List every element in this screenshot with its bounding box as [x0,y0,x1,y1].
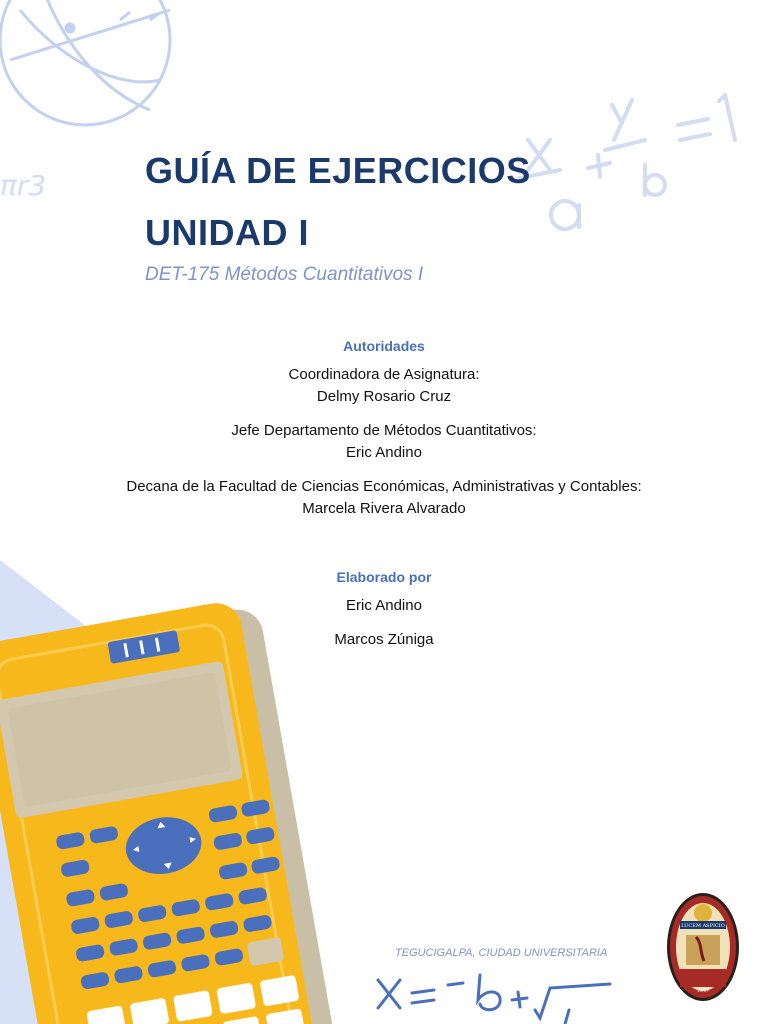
location-text: TEGUCIGALPA, CIUDAD UNIVERSITARIA [395,947,608,959]
authority-name: Delmy Rosario Cruz [316,388,452,405]
author-name: Marcos Zúniga [334,631,434,648]
title-line-1: GUÍA DE EJERCICIOS [145,150,531,191]
authorities-heading: Autoridades [343,338,425,354]
globe-doodle-icon [0,0,170,125]
pi-r3-doodle: πr3 [0,169,47,202]
title-line-2: UNIDAD I [145,212,309,253]
authority-role: Decana de la Facultad de Ciencias Económicas, Administrativas y Contables: [126,478,642,495]
author-name: Eric Andino [346,597,422,614]
authorities-section [0,338,768,532]
formula-doodle-icon [520,95,735,229]
authority-name: Marcela Rivera Alvarado [302,500,466,517]
authority-name: Eric Andino [346,444,422,461]
course-subtitle: DET-175 Métodos Cuantitativos I [145,264,424,285]
prepared-by-heading: Elaborado por [336,569,432,585]
quadratic-doodle-icon [378,975,610,1024]
authority-role: Jefe Departamento de Métodos Cuantitativos: [231,422,537,439]
seal-year: 1847 [696,988,710,994]
university-seal-logo [666,891,740,1003]
seal-motto: LUCEM ASPICIO [681,923,725,929]
document-title [145,140,531,264]
prepared-by-section [0,569,768,663]
authority-role: Coordinadora de Asignatura: [288,366,480,383]
